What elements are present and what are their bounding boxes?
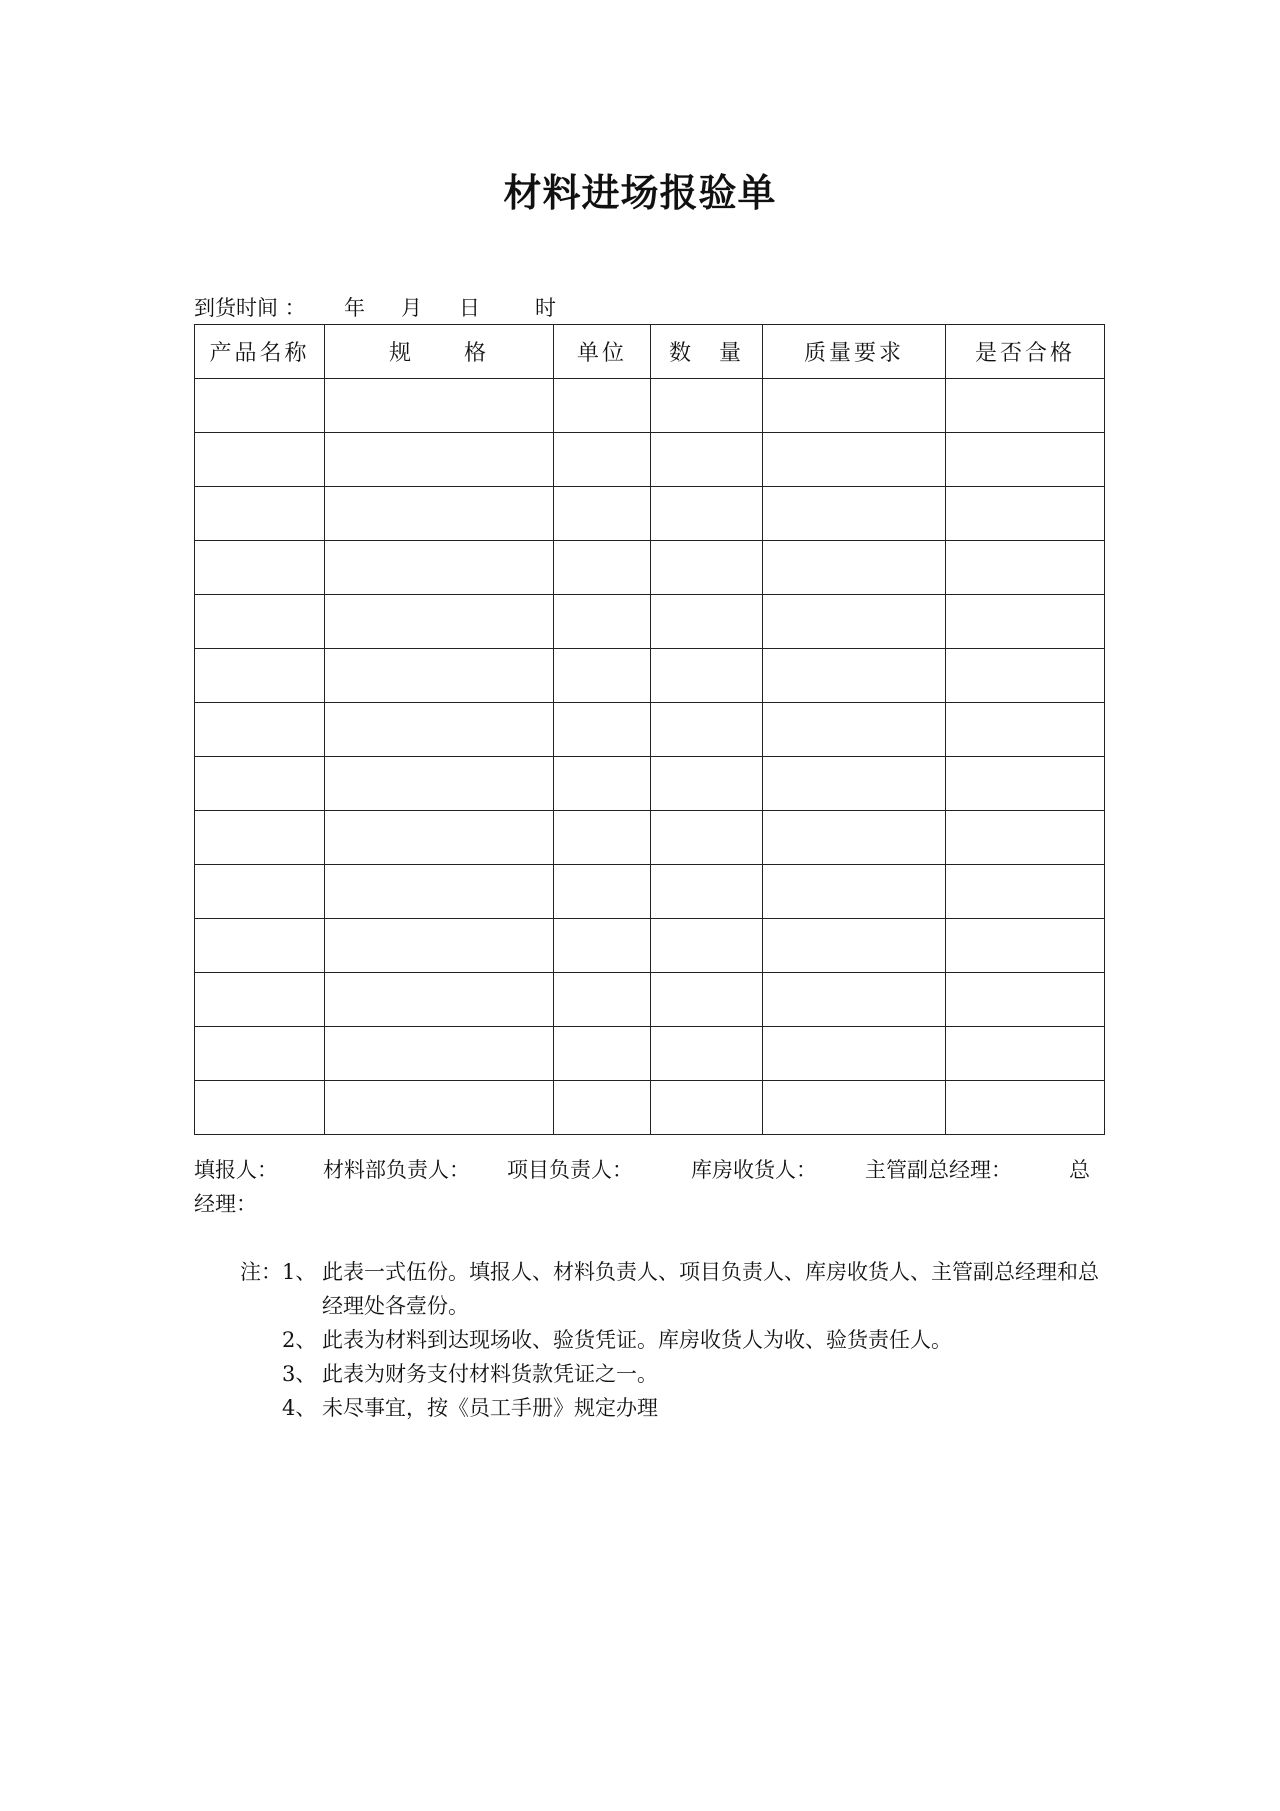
note-text: 此表为材料到达现场收、验货凭证。库房收货人为收、验货责任人。	[322, 1328, 952, 1352]
quantity-cell[interactable]	[651, 703, 763, 757]
specification-cell[interactable]	[325, 919, 554, 973]
qualified-cell[interactable]	[946, 703, 1105, 757]
quality-requirement-cell[interactable]	[763, 1027, 946, 1081]
unit-cell[interactable]	[554, 649, 651, 703]
specification-cell[interactable]	[325, 649, 554, 703]
quality-requirement-cell[interactable]	[763, 973, 946, 1027]
unit-cell[interactable]	[554, 757, 651, 811]
qualified-cell[interactable]	[946, 541, 1105, 595]
arrival-hour-label: 时	[535, 296, 556, 320]
inspection-table	[194, 324, 1105, 1135]
quality-requirement-cell[interactable]	[763, 379, 946, 433]
notes-section	[240, 1255, 1100, 1425]
header-quantity: 数 量	[651, 325, 763, 379]
note-number: 1、	[282, 1260, 317, 1284]
unit-cell[interactable]	[554, 487, 651, 541]
qualified-cell[interactable]	[946, 649, 1105, 703]
qualified-cell[interactable]	[946, 1081, 1105, 1135]
product-name-cell[interactable]	[195, 595, 325, 649]
table-row	[195, 1081, 1105, 1135]
quantity-cell[interactable]	[651, 487, 763, 541]
qualified-cell[interactable]	[946, 919, 1105, 973]
qualified-cell[interactable]	[946, 973, 1105, 1027]
gm-label-part2: 经理：	[194, 1192, 257, 1216]
quality-requirement-cell[interactable]	[763, 865, 946, 919]
table-row	[195, 919, 1105, 973]
project-head-label: 项目负责人：	[507, 1158, 633, 1182]
quantity-cell[interactable]	[651, 865, 763, 919]
table-row	[195, 973, 1105, 1027]
note-text: 未尽事宜，按《员工手册》规定办理	[322, 1396, 658, 1420]
specification-cell[interactable]	[325, 379, 554, 433]
specification-cell[interactable]	[325, 865, 554, 919]
quantity-cell[interactable]	[651, 919, 763, 973]
deputy-gm-label: 主管副总经理：	[865, 1158, 1012, 1182]
quality-requirement-cell[interactable]	[763, 703, 946, 757]
specification-cell[interactable]	[325, 487, 554, 541]
table-row	[195, 595, 1105, 649]
table-row	[195, 649, 1105, 703]
table-row	[195, 379, 1105, 433]
specification-cell[interactable]	[325, 433, 554, 487]
quality-requirement-cell[interactable]	[763, 811, 946, 865]
note-number: 4、	[282, 1396, 317, 1420]
specification-cell[interactable]	[325, 1027, 554, 1081]
table-header-row	[195, 325, 1105, 379]
product-name-cell[interactable]	[195, 541, 325, 595]
quality-requirement-cell[interactable]	[763, 487, 946, 541]
note-text: 此表一式伍份。填报人、材料负责人、项目负责人、库房收货人、主管副总经理和总经理处各壹份。	[322, 1260, 1099, 1318]
table-body	[195, 379, 1105, 1135]
unit-cell[interactable]	[554, 433, 651, 487]
qualified-cell[interactable]	[946, 595, 1105, 649]
product-name-cell[interactable]	[195, 487, 325, 541]
filler-label: 填报人：	[194, 1158, 278, 1182]
header-qualified: 是否合格	[946, 325, 1105, 379]
arrival-day-label: 日	[459, 296, 480, 320]
arrival-time-line	[194, 292, 556, 322]
table-row	[195, 433, 1105, 487]
product-name-cell[interactable]	[195, 811, 325, 865]
unit-cell[interactable]	[554, 703, 651, 757]
qualified-cell[interactable]	[946, 433, 1105, 487]
product-name-cell[interactable]	[195, 1027, 325, 1081]
table-row	[195, 541, 1105, 595]
product-name-cell[interactable]	[195, 973, 325, 1027]
product-name-cell[interactable]	[195, 1081, 325, 1135]
quantity-cell[interactable]	[651, 1027, 763, 1081]
arrival-month-label: 月	[401, 296, 422, 320]
header-specification: 规 格	[325, 325, 554, 379]
specification-cell[interactable]	[325, 973, 554, 1027]
unit-cell[interactable]	[554, 973, 651, 1027]
header-unit: 单位	[554, 325, 651, 379]
unit-cell[interactable]	[554, 811, 651, 865]
product-name-cell[interactable]	[195, 919, 325, 973]
page-title: 材料进场报验单	[503, 170, 777, 215]
table-row	[195, 487, 1105, 541]
notes-prefix: 注：	[240, 1260, 282, 1284]
note-text: 此表为财务支付材料货款凭证之一。	[322, 1362, 658, 1386]
specification-cell[interactable]	[325, 811, 554, 865]
table-row	[195, 811, 1105, 865]
quality-requirement-cell[interactable]	[763, 1081, 946, 1135]
quantity-cell[interactable]	[651, 541, 763, 595]
note-number: 2、	[282, 1328, 317, 1352]
quality-requirement-cell[interactable]	[763, 649, 946, 703]
product-name-cell[interactable]	[195, 649, 325, 703]
product-name-cell[interactable]	[195, 379, 325, 433]
table-row	[195, 865, 1105, 919]
qualified-cell[interactable]	[946, 487, 1105, 541]
specification-cell[interactable]	[325, 757, 554, 811]
unit-cell[interactable]	[554, 1081, 651, 1135]
quantity-cell[interactable]	[651, 757, 763, 811]
product-name-cell[interactable]	[195, 757, 325, 811]
header-quality-requirement: 质量要求	[763, 325, 946, 379]
specification-cell[interactable]	[325, 1081, 554, 1135]
product-name-cell[interactable]	[195, 433, 325, 487]
quantity-cell[interactable]	[651, 1081, 763, 1135]
product-name-cell[interactable]	[195, 865, 325, 919]
quality-requirement-cell[interactable]	[763, 541, 946, 595]
quality-requirement-cell[interactable]	[763, 433, 946, 487]
qualified-cell[interactable]	[946, 811, 1105, 865]
note-item-4	[240, 1391, 1100, 1425]
product-name-cell[interactable]	[195, 703, 325, 757]
note-item-2	[240, 1323, 1100, 1357]
quality-requirement-cell[interactable]	[763, 757, 946, 811]
qualified-cell[interactable]	[946, 757, 1105, 811]
unit-cell[interactable]	[554, 595, 651, 649]
quantity-cell[interactable]	[651, 811, 763, 865]
unit-cell[interactable]	[554, 1027, 651, 1081]
quantity-cell[interactable]	[651, 649, 763, 703]
quality-requirement-cell[interactable]	[763, 919, 946, 973]
quantity-cell[interactable]	[651, 595, 763, 649]
gm-label-part1: 总	[1069, 1158, 1090, 1182]
table-row	[195, 757, 1105, 811]
unit-cell[interactable]	[554, 379, 651, 433]
qualified-cell[interactable]	[946, 1027, 1105, 1081]
table-row	[195, 1027, 1105, 1081]
qualified-cell[interactable]	[946, 865, 1105, 919]
specification-cell[interactable]	[325, 703, 554, 757]
arrival-year-label: 年	[344, 296, 365, 320]
table-row	[195, 703, 1105, 757]
note-number: 3、	[282, 1362, 317, 1386]
quantity-cell[interactable]	[651, 433, 763, 487]
header-product-name: 产品名称	[195, 325, 325, 379]
unit-cell[interactable]	[554, 541, 651, 595]
arrival-time-label: 到货时间 ：	[194, 296, 306, 320]
specification-cell[interactable]	[325, 541, 554, 595]
unit-cell[interactable]	[554, 919, 651, 973]
quantity-cell[interactable]	[651, 973, 763, 1027]
note-item-3	[240, 1357, 1100, 1391]
material-head-label: 材料部负责人：	[323, 1158, 470, 1182]
warehouse-receiver-label: 库房收货人：	[691, 1158, 817, 1182]
specification-cell[interactable]	[325, 595, 554, 649]
quality-requirement-cell[interactable]	[763, 595, 946, 649]
unit-cell[interactable]	[554, 865, 651, 919]
quantity-cell[interactable]	[651, 379, 763, 433]
qualified-cell[interactable]	[946, 379, 1105, 433]
note-item-1	[240, 1255, 1100, 1323]
